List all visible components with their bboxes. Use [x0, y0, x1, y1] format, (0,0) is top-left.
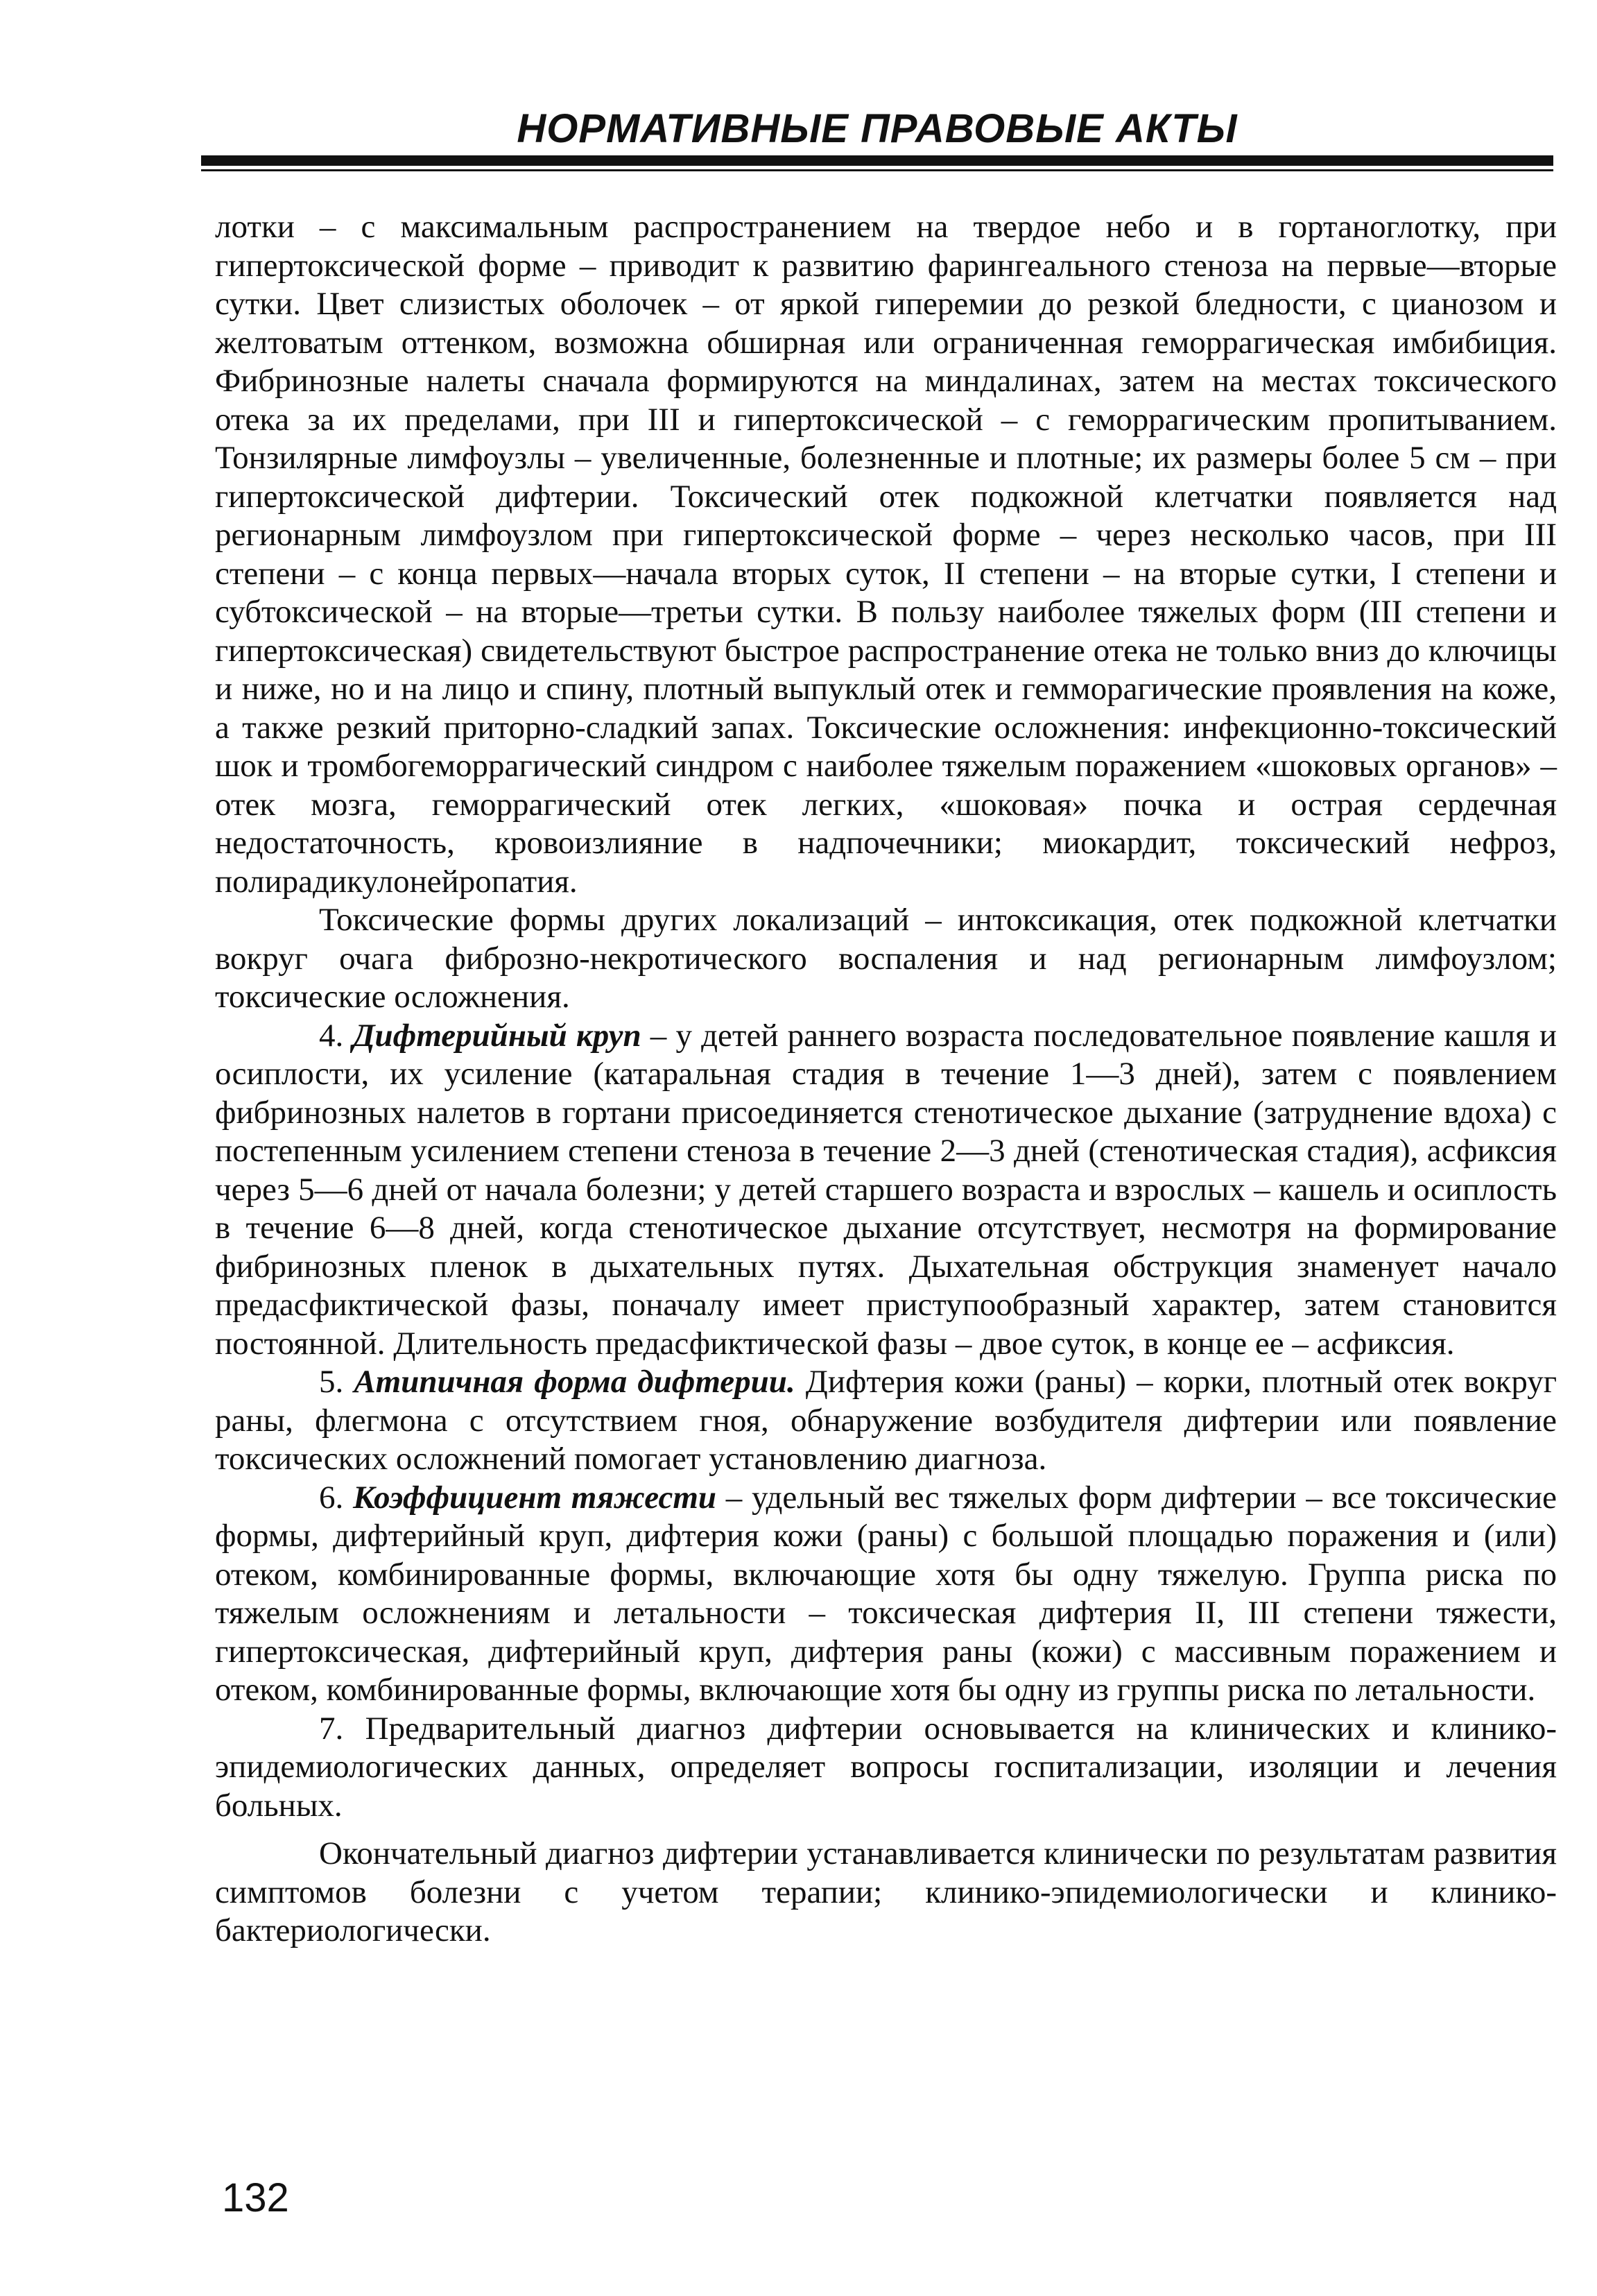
- paragraph-toxic-forms: [215, 901, 1557, 1017]
- item-heading: Коэффициент тяжести: [352, 1479, 717, 1516]
- paragraph-atypical-form: [215, 1363, 1557, 1479]
- paragraph-text: лотки – с максимальным распространением на твердое небо и в гортаноглотку, при гипертоксической форме – приводит к развитию фарингеального стеноза на первые—вторые сутки. Цвет слизистых оболочек – от яркой гиперемии до резкой бледности, с цианозом и желтоватым оттенком, возможна обширная или ограниченная геморрагическая имбибиция. Фибринозные налеты сначала формируются на миндалинах, затем на местах токсического отека за их пределами, при III и гипертоксической – с геморрагическим пропитыванием. Тонзилярные лимфоузлы – увеличенные, болезненные и плотные; их размеры более 5 см – при гипертоксической дифтерии. Токсический отек подкожной клетчатки появляется над регионарным лимфоузлом при гипертоксической форме – через несколько часов, при III степени – с конца первых—начала вторых суток, II степени – на вторые сутки, I степени и субтоксической – на вторые—третьи сутки. В пользу наиболее тяжелых форм (III степени и гипертоксическая) свидетельствуют быстрое распространение отека не только вниз до ключицы и ниже, но и на лицо и спину, плотный выпуклый отек и гемморагические проявления на коже, а также резкий приторно-сладкий запах. Токсические осложнения: инфекционно-токсический шок и тромбогеморрагический синдром с наиболее тяжелым поражением «шоковых органов» – отек мозга, геморрагический отек легких, «шоковая» почка и острая сердечная недостаточность, кровоизлияние в надпочечники; миокардит, токсический нефроз, полирадикулонейропатия.: [215, 209, 1557, 900]
- item-heading: Дифтерийный круп: [352, 1017, 641, 1054]
- item-number: 6.: [319, 1479, 353, 1516]
- header-rule: [201, 155, 1553, 166]
- paragraph-continuation: [215, 208, 1557, 901]
- paragraph-text: Окончательный диагноз дифтерии устанавливается клинически по результатам развития симптомов болезни с учетом терапии; клинико-эпидемиологически и клинико-бактериологически.: [215, 1835, 1557, 1948]
- header-title: НОРМАТИВНЫЕ ПРАВОВЫЕ АКТЫ: [517, 106, 1238, 151]
- paragraph-text: 7. Предварительный диагноз дифтерии основывается на клинических и клинико-эпидемиологических данных, определяет вопросы госпитализации, изоляции и лечения больных.: [215, 1710, 1557, 1824]
- paragraph-croup: [215, 1017, 1557, 1364]
- body-text: [215, 208, 1557, 1951]
- header-rule-thin: [201, 169, 1553, 171]
- item-number: 4.: [319, 1017, 353, 1054]
- paragraph-text: Токсические формы других локализаций – интоксикация, отек подкожной клетчатки вокруг очага фиброзно-некротического воспаления и над регионарным лимфоузлом; токсические осложнения.: [215, 902, 1557, 1015]
- paragraph-text: – у детей раннего возраста последовательное появление кашля и осиплости, их усиление (катаральная стадия в течение 1—3 дней), затем с появлением фибринозных налетов в гортани присоединяется стенотическое дыхание (затруднение вдоха) с постепенным усилением степени стеноза в течение 2—3 дней (стенотическая стадия), асфиксия через 5—6 дней от начала болезни; у детей старшего возраста и взрослых – кашель и осиплость в течение 6—8 дней, когда стенотическое дыхание отсутствует, несмотря на формирование фибринозных пленок в дыхательных путях. Дыхательная обструкция знаменует начало предасфиктической фазы, поначалу имеет приступообразный характер, затем становится постоянной. Длительность предасфиктической фазы – двое суток, в конце ее – асфиксия.: [215, 1017, 1557, 1362]
- paragraph-final-diagnosis: [215, 1835, 1557, 1951]
- paragraph-text: – удельный вес тяжелых форм дифтерии – все токсические формы, дифтерийный круп, дифтерия кожи (раны) с большой площадью поражения и (или) отеком, комбинированные формы, включающие хотя бы одну тяжелую. Группа риска по тяжелым осложнениям и летальности – токсическая дифтерия II, III степени тяжести, гипертоксическая, дифтерийный круп, дифтерия раны (кожи) с массивным поражением и отеком, комбинированные формы, включающие хотя бы одну из группы риска по летальности.: [215, 1479, 1557, 1708]
- item-number: 5.: [319, 1364, 354, 1400]
- page-number: 132: [222, 2175, 289, 2220]
- page-header: [201, 104, 1553, 170]
- item-heading: Атипичная форма дифтерии.: [354, 1364, 795, 1400]
- paragraph-preliminary-diagnosis: [215, 1710, 1557, 1826]
- paragraph-text: Дифтерия кожи (раны) – корки, плотный отек вокруг раны, флегмона с отсутствием гноя, обнаружение возбудителя дифтерии или появление токсических осложнений помогает установлению диагноза.: [215, 1364, 1557, 1477]
- paragraph-severity-coefficient: [215, 1479, 1557, 1710]
